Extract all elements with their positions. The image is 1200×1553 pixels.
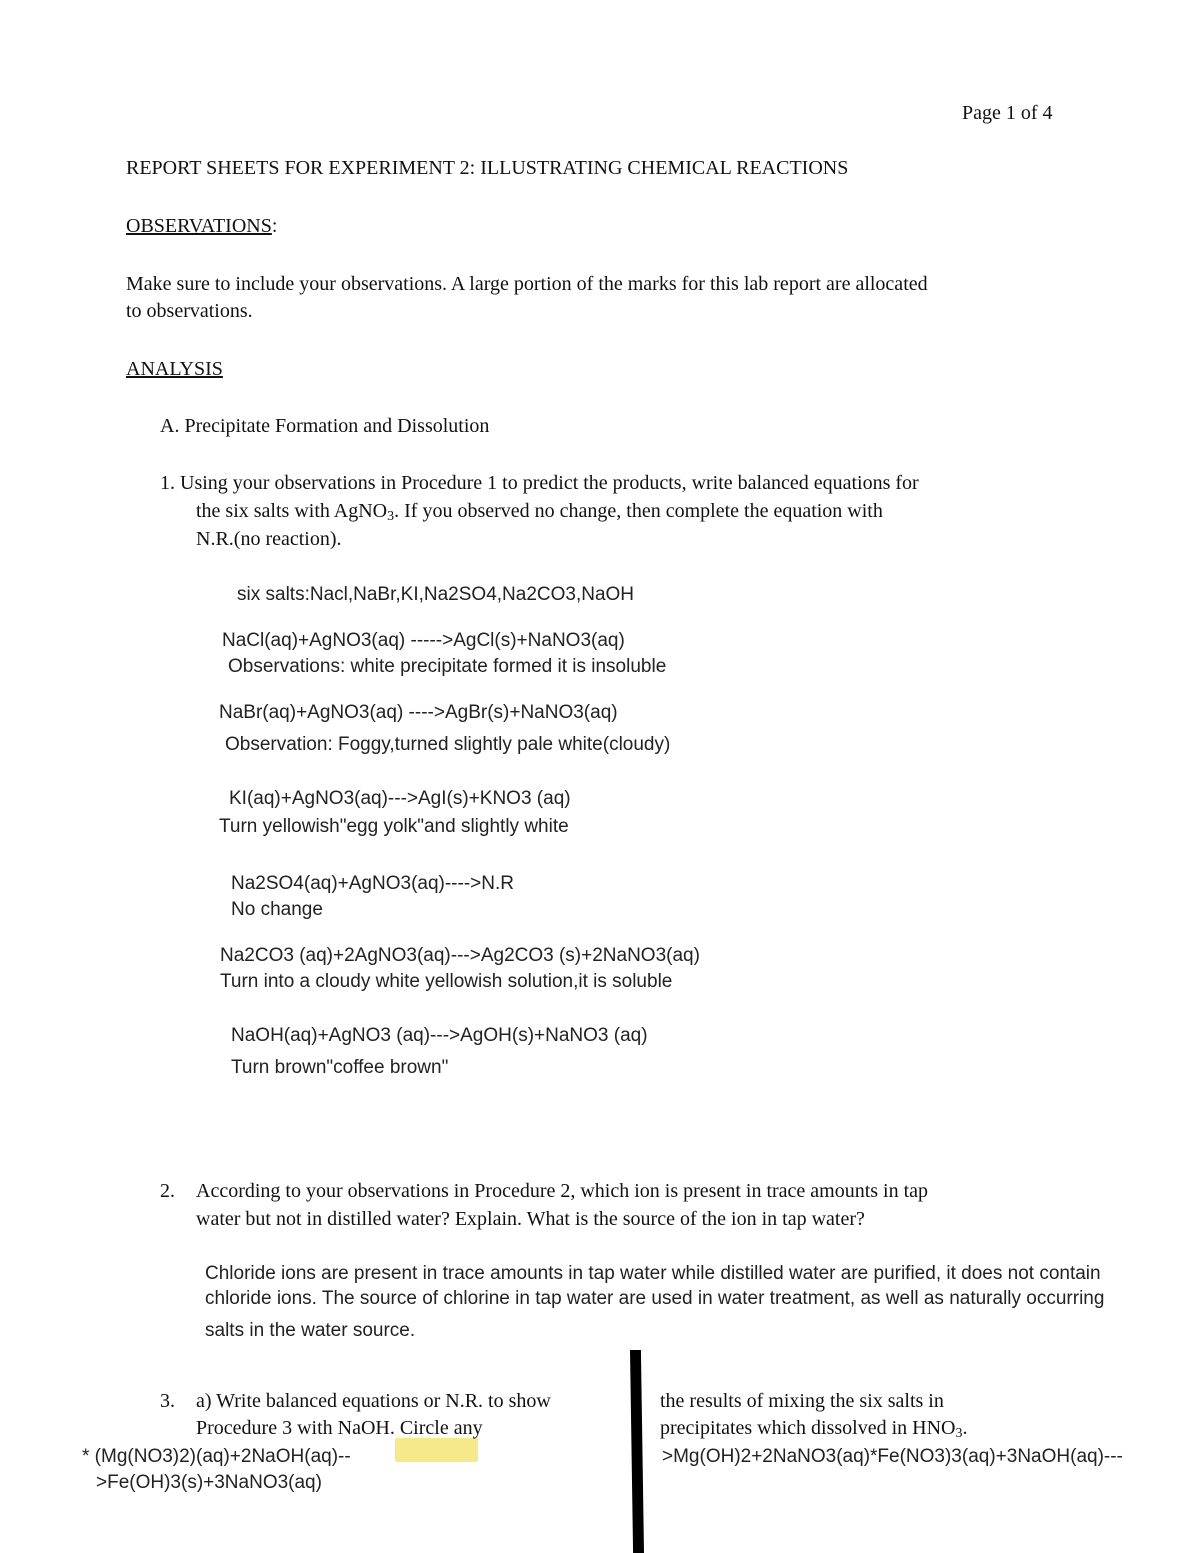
answer-equation-5: Na2CO3 (aq)+2AgNO3(aq)--->Ag2CO3 (s)+2NaNO3(aq): [220, 945, 700, 966]
question-3-right-line-2-pre: precipitates which dissolved in HNO: [660, 1417, 956, 1439]
answer-observation-4: No change: [231, 899, 323, 920]
question-3-left-line-1: a) Write balanced equations or N.R. to show: [196, 1390, 551, 1412]
page-title: REPORT SHEETS FOR EXPERIMENT 2: ILLUSTRATING CHEMICAL REACTIONS: [126, 157, 849, 179]
question-1-line-2: [196, 500, 883, 523]
observations-heading-text: OBSERVATIONS: [126, 215, 272, 237]
answer-q3-right-line-1: >Mg(OH)2+2NaNO3(aq)*Fe(NO3)3(aq)+3NaOH(aq)---: [662, 1446, 1123, 1467]
question-2-number: 2.: [160, 1180, 175, 1202]
question-3-number: 3.: [160, 1390, 175, 1412]
observations-instruction-line-1: Make sure to include your observations. A large portion of the marks for this lab report are allocated: [126, 273, 928, 295]
answer-six-salts: six salts:Nacl,NaBr,KI,Na2SO4,Na2CO3,NaOH: [237, 584, 635, 605]
answer-q2-line-2: chloride ions. The source of chlorine in tap water are used in water treatment, as well as naturally occurring: [205, 1288, 1105, 1309]
answer-q2-line-1: Chloride ions are present in trace amounts in tap water while distilled water are purified, it does not contain: [205, 1263, 1101, 1284]
question-2-line-1: According to your observations in Procedure 2, which ion is present in trace amounts in tap: [196, 1180, 929, 1202]
question-3-left-line-2: Procedure 3 with NaOH. Circle any: [196, 1417, 483, 1439]
question-1-line-1: 1. Using your observations in Procedure 1 to predict the products, write balanced equations for: [160, 472, 919, 494]
question-2-line-2: water but not in distilled water? Explain. What is the source of the ion in tap water?: [196, 1208, 865, 1230]
analysis-heading: ANALYSIS: [126, 358, 223, 380]
vertical-divider-line: [630, 1350, 644, 1553]
question-3-right-line-1: the results of mixing the six salts in: [660, 1390, 944, 1412]
answer-observation-6: Turn brown"coffee brown": [231, 1057, 449, 1078]
observations-heading: [126, 215, 277, 238]
question-1-line-2-post: . If you observed no change, then complete the equation with: [394, 500, 883, 522]
answer-equation-3: KI(aq)+AgNO3(aq)--->AgI(s)+KNO3 (aq): [229, 788, 571, 809]
answer-observation-5: Turn into a cloudy white yellowish solution,it is soluble: [220, 971, 673, 992]
question-3-subscript: 3: [955, 1426, 963, 1441]
question-3-right-line-2: [660, 1417, 968, 1440]
answer-q3-left-line-1: * (Mg(NO3)2)(aq)+2NaOH(aq)--: [82, 1446, 351, 1467]
answer-observation-2: Observation: Foggy,turned slightly pale white(cloudy): [225, 734, 671, 755]
answer-equation-1: NaCl(aq)+AgNO3(aq) ----->AgCl(s)+NaNO3(aq): [222, 630, 625, 651]
answer-equation-4: Na2SO4(aq)+AgNO3(aq)---->N.R: [231, 873, 514, 894]
answer-equation-6: NaOH(aq)+AgNO3 (aq)--->AgOH(s)+NaNO3 (aq): [231, 1025, 648, 1046]
question-1-line-2-pre: the six salts with AgNO: [196, 500, 388, 522]
page-number: Page 1 of 4: [962, 102, 1053, 124]
answer-q3-left-line-2: >Fe(OH)3(s)+3NaNO3(aq): [96, 1472, 322, 1493]
question-1-subscript: 3: [387, 509, 395, 524]
question-3-right-line-2-post: .: [962, 1417, 968, 1439]
answer-observation-1: Observations: white precipitate formed it is insoluble: [228, 656, 667, 677]
answer-equation-2: NaBr(aq)+AgNO3(aq) ---->AgBr(s)+NaNO3(aq): [219, 702, 618, 723]
yellow-highlight-mark: [395, 1438, 478, 1462]
section-a-heading: A. Precipitate Formation and Dissolution: [160, 415, 490, 437]
observations-heading-colon: :: [271, 215, 278, 237]
observations-instruction-line-2: to observations.: [126, 300, 253, 322]
question-1-line-3: N.R.(no reaction).: [196, 528, 342, 550]
answer-observation-3: Turn yellowish"egg yolk"and slightly white: [219, 816, 569, 837]
answer-q2-line-3: salts in the water source.: [205, 1320, 416, 1341]
